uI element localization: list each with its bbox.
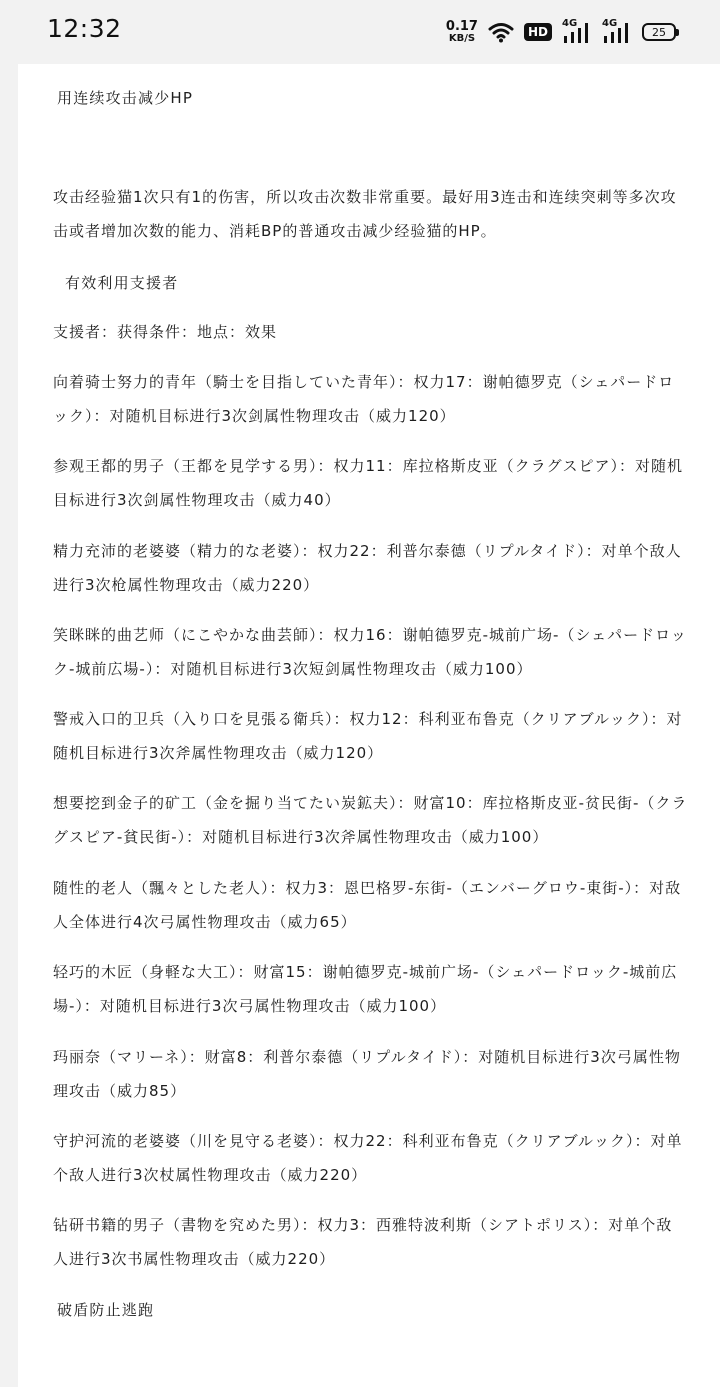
signal-1-label: 4G <box>562 18 578 29</box>
supporter-item: 轻巧的木匠（身軽な大工）：财富15：谢帕德罗克-城前广场-（シェパードロック-城前広場-）：对随机目标进行3次弓属性物理攻击（威力100） <box>53 963 678 1015</box>
network-speed-unit: KB/S <box>448 33 476 44</box>
article-content <box>18 64 720 1387</box>
section-heading-break-shield: 破盾防止逃跑 <box>57 1301 155 1319</box>
section-heading-consecutive-attacks: 用连续攻击减少HP <box>57 89 194 107</box>
status-bar <box>0 0 720 64</box>
supporter-item: 玛丽奈（マリーネ）：财富8：利普尔泰德（リプルタイド）：对随机目标进行3次弓属性物理攻击（威力85） <box>53 1048 681 1100</box>
battery-level: 25 <box>652 25 666 39</box>
signal-2-label: 4G <box>602 18 618 29</box>
supporter-item: 随性的老人（飄々とした老人）：权力3：恩巴格罗-东街-（エンバーグロウ-東街-）：对敌人全体进行4次弓属性物理攻击（威力65） <box>53 879 682 931</box>
supporter-item: 想要挖到金子的矿工（金を掘り当てたい炭鉱夫）：财富10：库拉格斯皮亚-贫民街-（クラグスピア-貧民街-）：对随机目标进行3次斧属性物理攻击（威力100） <box>53 794 688 846</box>
supporters-legend: 支援者：获得条件：地点：效果 <box>53 323 278 341</box>
battery-icon <box>642 23 676 41</box>
network-speed-value: 0.17 <box>445 19 478 34</box>
supporter-item: 钻研书籍的男子（書物を究めた男）：权力3：西雅特波利斯（シアトポリス）：对单个敌人进行3次书属性物理攻击（威力220） <box>53 1216 673 1268</box>
supporter-item: 精力充沛的老婆婆（精力的な老婆）：权力22：利普尔泰德（リプルタイド）：对单个敌人进行3次枪属性物理攻击（威力220） <box>53 542 682 594</box>
cellular-signal-2 <box>602 20 632 44</box>
status-time: 12:32 <box>47 14 122 43</box>
supporter-item: 向着骑士努力的青年（騎士を目指していた青年）：权力17：谢帕德罗克（シェパードロック）：对随机目标进行3次剑属性物理攻击（威力120） <box>53 373 675 425</box>
cellular-signal-1 <box>562 20 592 44</box>
status-icons <box>446 18 676 46</box>
supporter-item: 参观王都的男子（王都を見学する男）：权力11：库拉格斯皮亚（クラグスピア）：对随机目标进行3次剑属性物理攻击（威力40） <box>53 457 683 509</box>
signal-bars-icon <box>562 20 592 44</box>
network-speed <box>446 20 478 44</box>
supporter-item: 警戒入口的卫兵（入り口を見張る衛兵）：权力12：科利亚布鲁克（クリアブルック）：对随机目标进行3次斧属性物理攻击（威力120） <box>53 710 683 762</box>
signal-bars-icon <box>602 20 632 44</box>
supporter-item: 笑眯眯的曲艺师（にこやかな曲芸師）：权力16：谢帕德罗克-城前广场-（シェパードロック-城前広場-）：对随机目标进行3次短剑属性物理攻击（威力100） <box>53 626 687 678</box>
supporter-item: 守护河流的老婆婆（川を見守る老婆）：权力22：科利亚布鲁克（クリアブルック）：对单个敌人进行3次杖属性物理攻击（威力220） <box>53 1132 683 1184</box>
wifi-icon <box>488 21 514 43</box>
intro-paragraph: 攻击经验猫1次只有1的伤害，所以攻击次数非常重要。最好用3连击和连续突刺等多次攻击或者增加次数的能力、消耗BP的普通攻击减少经验猫的HP。 <box>53 188 677 240</box>
section-heading-supporters: 有效利用支援者 <box>65 274 179 292</box>
hd-voice-icon: HD <box>524 23 552 41</box>
